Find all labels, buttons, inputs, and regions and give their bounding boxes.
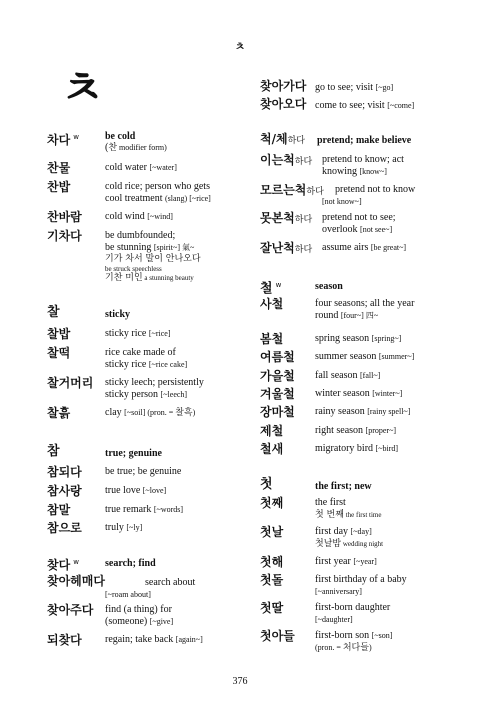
definition-line: [105, 589, 151, 601]
definition-text: [spring~]: [371, 334, 402, 343]
definition-line: [105, 142, 167, 154]
headword-text: 제철: [260, 424, 284, 438]
headword-text: 참사랑: [47, 484, 82, 498]
headword-text: 첫: [260, 477, 273, 492]
definition-text: the first: [315, 497, 346, 508]
headword-suffix: 하다: [294, 157, 313, 167]
definition-text: [~daughter]: [315, 615, 353, 624]
definition-line: [315, 602, 390, 614]
definition-text: sticky rice: [105, 328, 149, 339]
definition-line: [105, 328, 171, 340]
korean-example: 기찬 미인: [105, 273, 143, 283]
headword-text: 찾아오다: [260, 97, 307, 111]
definition-line: [315, 298, 414, 310]
definition-line: [315, 630, 392, 642]
page-number: 376: [232, 676, 248, 687]
definition-text: cold water: [105, 162, 150, 173]
headword-marker: w: [73, 558, 79, 566]
headword-text: 참되다: [47, 465, 82, 479]
entry-headword: [260, 132, 305, 148]
definition-line: [315, 574, 407, 586]
entry-headword: [47, 503, 70, 517]
definition-line: [315, 406, 410, 418]
definition-text: assume airs: [322, 242, 371, 253]
entry-headword: [47, 327, 70, 341]
korean-example: 기가 차서 말이 안나오다: [105, 254, 201, 264]
definition-text: first-born son: [315, 630, 372, 641]
entry-headword: [47, 306, 60, 320]
entry-headword: [47, 521, 82, 535]
headword-text: 잘난척: [260, 241, 295, 255]
definition-line: [105, 407, 195, 419]
headword-text: 찰거머리: [47, 376, 94, 390]
definition-line: [105, 604, 172, 616]
entry-gloss: sticky: [105, 309, 130, 320]
entry-headword: [47, 180, 70, 194]
running-head: ㅊ: [234, 41, 246, 53]
definition-text: winter season: [315, 388, 373, 399]
definition-text: modifier form): [117, 143, 167, 152]
entry-headword: [260, 555, 283, 569]
entry-headword: [260, 496, 283, 510]
headword-text: 찾다: [47, 558, 71, 572]
entry-headword: [260, 525, 283, 539]
entry-headword: [260, 211, 312, 227]
headword-suffix: 하다: [294, 215, 313, 225]
entry-gloss: be cold: [105, 131, 136, 142]
entry-headword: [47, 465, 82, 479]
definition-text: [rainy spell~]: [367, 407, 411, 416]
entry-headword: [260, 297, 283, 311]
definition-text: [~day]: [350, 527, 372, 536]
headword-text: 참말: [47, 503, 71, 517]
definition-text: [~soil] (pron. =: [124, 408, 176, 417]
definition-text: rice cake made of: [105, 347, 176, 358]
definition-text: ): [368, 643, 372, 652]
headword-text: 찬물: [47, 161, 71, 175]
definition-text: [~rice cake]: [148, 360, 188, 369]
headword-text: 찰: [47, 305, 60, 320]
definition-text: be dumbfounded;: [105, 230, 176, 241]
headword-text: 첫째: [260, 496, 284, 510]
definition-line: [105, 193, 211, 205]
definition-line: [105, 466, 181, 478]
definition-text: first birthday of a baby: [315, 574, 407, 585]
entry-headword: [47, 574, 105, 588]
definition-text: first year: [315, 556, 354, 567]
headword-text: 차다: [47, 133, 71, 147]
definition-text: clay: [105, 407, 125, 418]
definition-line: [105, 377, 204, 389]
definition-line: [315, 497, 346, 509]
definition-text: pretend to know; act: [322, 154, 404, 165]
definition-text: be struck speechless: [105, 265, 162, 273]
definition-text: wedding night: [341, 540, 384, 548]
headword-marker: w: [275, 281, 282, 289]
definition-text: ): [192, 408, 196, 417]
headword-text: 첫돌: [260, 573, 284, 587]
headword-text: 모르는척: [260, 183, 307, 197]
definition-line: [105, 211, 173, 223]
definition-text: regain; take back: [105, 634, 176, 645]
definition-text: [fall~]: [360, 371, 381, 380]
definition-text: sticky person: [105, 389, 161, 400]
definition-line: [315, 526, 372, 538]
entry-headword: [260, 241, 312, 257]
entry-headword: [260, 442, 283, 456]
entry-headword: [47, 376, 93, 390]
definition-line: [105, 389, 187, 401]
definition-text: cold wind: [105, 211, 148, 222]
definition-text: cold rice; person who gets: [105, 181, 210, 192]
entry-headword: [260, 278, 281, 296]
definition-text: [~love]: [142, 486, 167, 495]
definition-line: [315, 443, 398, 455]
definition-text: sticky leech; persistently: [105, 377, 204, 388]
definition-text: [~bird]: [375, 444, 399, 453]
entry-headword: [260, 350, 295, 364]
headword-text: 첫딸: [260, 601, 284, 615]
definition-text: (slang) [~rice]: [164, 194, 211, 203]
headword-text: 철: [260, 281, 273, 297]
entry-headword: [47, 555, 79, 572]
definition-text: summer season: [315, 351, 379, 362]
definition-text: sticky rice: [105, 359, 149, 370]
definition-text: round: [315, 310, 341, 321]
headword-text: 찰떡: [47, 346, 71, 360]
definition-line: [315, 509, 381, 521]
entry-headword: [260, 153, 312, 169]
definition-text: [~come]: [387, 101, 415, 110]
definition-text: [~year]: [353, 557, 377, 566]
headword-text: 참으로: [47, 521, 82, 535]
headword-text: 겨울철: [260, 387, 295, 401]
definition-text: pretend not to see;: [322, 212, 396, 223]
definition-line: [145, 577, 195, 589]
headword-text: 이는척: [260, 153, 295, 167]
entry-gloss: search; find: [105, 558, 156, 569]
definition-text: [~wind]: [147, 212, 173, 221]
definition-text: knowing: [322, 166, 360, 177]
headword-text: 여름철: [260, 350, 295, 364]
korean-example: 첫날밤: [315, 539, 342, 549]
entry-headword: [260, 601, 283, 615]
definition-text: (: [105, 142, 109, 153]
definition-text: right season: [315, 425, 366, 436]
entry-headword: [260, 387, 295, 401]
definition-line: [315, 351, 414, 363]
entry-gloss: pretend; make believe: [317, 135, 412, 146]
definition-text: a stunning beauty: [142, 274, 194, 282]
definition-text: [~go]: [375, 83, 394, 92]
definition-text: the first time: [343, 511, 382, 519]
definition-line: [315, 538, 383, 550]
definition-text: [four~] 四~: [340, 311, 379, 320]
definition-line: [105, 504, 183, 516]
definition-text: [proper~]: [365, 426, 397, 435]
entry-headword: [47, 406, 70, 420]
headword-text: 첫날: [260, 525, 284, 539]
definition-line: [315, 310, 378, 322]
headword-text: 찾아헤매다: [47, 574, 105, 588]
definition-line: [315, 281, 343, 293]
definition-text: find (a thing) for: [105, 604, 172, 615]
definition-text: [~ly]: [126, 523, 143, 532]
entry-headword: [47, 229, 82, 243]
entry-headword: [47, 633, 82, 647]
definition-text: [again~]: [175, 635, 203, 644]
definition-line: [315, 388, 402, 400]
definition-line: [105, 634, 203, 646]
definition-line: [315, 100, 414, 112]
definition-line: [322, 196, 362, 208]
definition-line: [315, 370, 380, 382]
headword-text: 찰밥: [47, 327, 71, 341]
definition-text: go to see; visit: [315, 82, 376, 93]
definition-line: [315, 586, 362, 598]
korean-example: 찬: [108, 143, 118, 153]
headword-text: 봄철: [260, 332, 284, 346]
definition-text: cool treatment: [105, 193, 165, 204]
definition-line: [105, 522, 142, 534]
definition-line: [105, 359, 187, 371]
definition-text: [~leech]: [160, 390, 188, 399]
headword-text: 가을철: [260, 369, 295, 383]
definition-text: [~water]: [149, 163, 177, 172]
definition-line: [315, 614, 353, 626]
entry-gloss: true; genuine: [105, 448, 162, 459]
entry-headword: [260, 478, 273, 492]
definition-line: [105, 558, 156, 570]
entry-headword: [47, 445, 60, 459]
entry-headword: [260, 629, 295, 643]
definition-text: [~son]: [371, 631, 393, 640]
definition-text: (someone): [105, 616, 150, 627]
definition-line: [322, 212, 396, 224]
headword-text: 되찾다: [47, 633, 82, 647]
definition-line: [322, 154, 404, 166]
entry-headword: [47, 210, 82, 224]
definition-text: search about: [145, 577, 196, 588]
definition-text: overlook: [322, 224, 361, 235]
definition-line: [322, 224, 392, 236]
definition-text: [not see~]: [360, 225, 393, 234]
definition-text: migratory bird: [315, 443, 376, 454]
definition-text: spring season: [315, 333, 372, 344]
section-letter: ㅊ: [60, 63, 105, 114]
korean-example: 찰흑: [175, 408, 193, 418]
entry-headword: [260, 79, 306, 93]
definition-line: [105, 230, 175, 242]
definition-text: first day: [315, 526, 351, 537]
headword-text: 첫아들: [260, 629, 295, 643]
definition-text: pretend not to know: [335, 184, 416, 195]
entry-headword: [260, 97, 306, 111]
headword-marker: w: [73, 133, 79, 141]
headword-text: 못본척: [260, 211, 295, 225]
definition-text: [know~]: [359, 167, 387, 176]
definition-text: truly: [105, 522, 127, 533]
korean-example: 첫 번째: [315, 510, 344, 520]
definition-text: [~give]: [149, 617, 174, 626]
definition-text: true love: [105, 485, 143, 496]
headword-text: 척/체: [260, 132, 288, 146]
definition-text: first-born daughter: [315, 602, 391, 613]
definition-text: come to see; visit: [315, 100, 388, 111]
definition-text: rainy season: [315, 406, 368, 417]
headword-suffix: 하다: [287, 136, 305, 146]
headword-suffix: 하다: [294, 245, 313, 255]
definition-text: [be great~]: [370, 243, 407, 252]
definition-text: [not know~]: [322, 197, 362, 206]
entry-headword: [47, 130, 79, 147]
entry-headword: [47, 484, 82, 498]
entry-headword: [260, 369, 295, 383]
definition-text: (pron. =: [315, 643, 343, 652]
definition-text: [~rice]: [148, 329, 171, 338]
headword-text: 찬밥: [47, 180, 71, 194]
definition-line: [105, 181, 210, 193]
definition-line: [335, 184, 415, 196]
definition-text: [~roam about]: [105, 590, 151, 599]
definition-text: [winter~]: [372, 389, 403, 398]
definition-line: [105, 272, 194, 284]
definition-line: [315, 425, 396, 437]
definition-text: [summer~]: [378, 352, 415, 361]
definition-line: [105, 616, 173, 628]
headword-text: 철새: [260, 442, 284, 456]
entry-headword: [47, 161, 70, 175]
headword-text: 참: [47, 444, 60, 459]
entry-headword: [260, 183, 324, 199]
definition-text: [~anniversary]: [315, 587, 362, 596]
definition-text: [~words]: [153, 505, 184, 514]
definition-line: [322, 166, 387, 178]
headword-text: 첫해: [260, 555, 284, 569]
definition-line: [105, 162, 177, 174]
definition-text: fall season: [315, 370, 360, 381]
definition-line: [105, 347, 176, 359]
korean-example: 처다들: [342, 643, 369, 653]
entry-headword: [47, 603, 93, 617]
headword-suffix: 하다: [306, 187, 324, 197]
headword-text: 사철: [260, 297, 284, 311]
definition-text: [spirit~] 氣~: [153, 243, 195, 252]
definition-line: [315, 82, 393, 94]
definition-text: be true; be genuine: [105, 466, 182, 477]
definition-text: true remark: [105, 504, 154, 515]
entry-headword: [260, 424, 283, 438]
definition-line: [317, 135, 411, 147]
definition-text: four seasons; all the year: [315, 298, 415, 309]
headword-text: 장마철: [260, 405, 295, 419]
entry-headword: [260, 405, 295, 419]
definition-line: [315, 556, 377, 568]
entry-headword: [260, 573, 283, 587]
definition-line: [105, 309, 130, 321]
entry-gloss: season: [315, 281, 343, 292]
headword-text: 찰흙: [47, 406, 71, 420]
headword-text: 찾아주다: [47, 603, 94, 617]
headword-text: 찬바람: [47, 210, 82, 224]
entry-gloss: the first; new: [315, 481, 372, 492]
definition-line: [322, 242, 406, 254]
entry-headword: [260, 332, 283, 346]
entry-headword: [47, 346, 70, 360]
definition-line: [315, 642, 372, 654]
definition-line: [315, 481, 372, 493]
definition-line: [315, 333, 401, 345]
definition-line: [105, 485, 166, 497]
definition-text: be stunning: [105, 242, 154, 253]
definition-line: [105, 448, 162, 460]
headword-text: 찾아가다: [260, 79, 307, 93]
headword-text: 기차다: [47, 229, 82, 243]
